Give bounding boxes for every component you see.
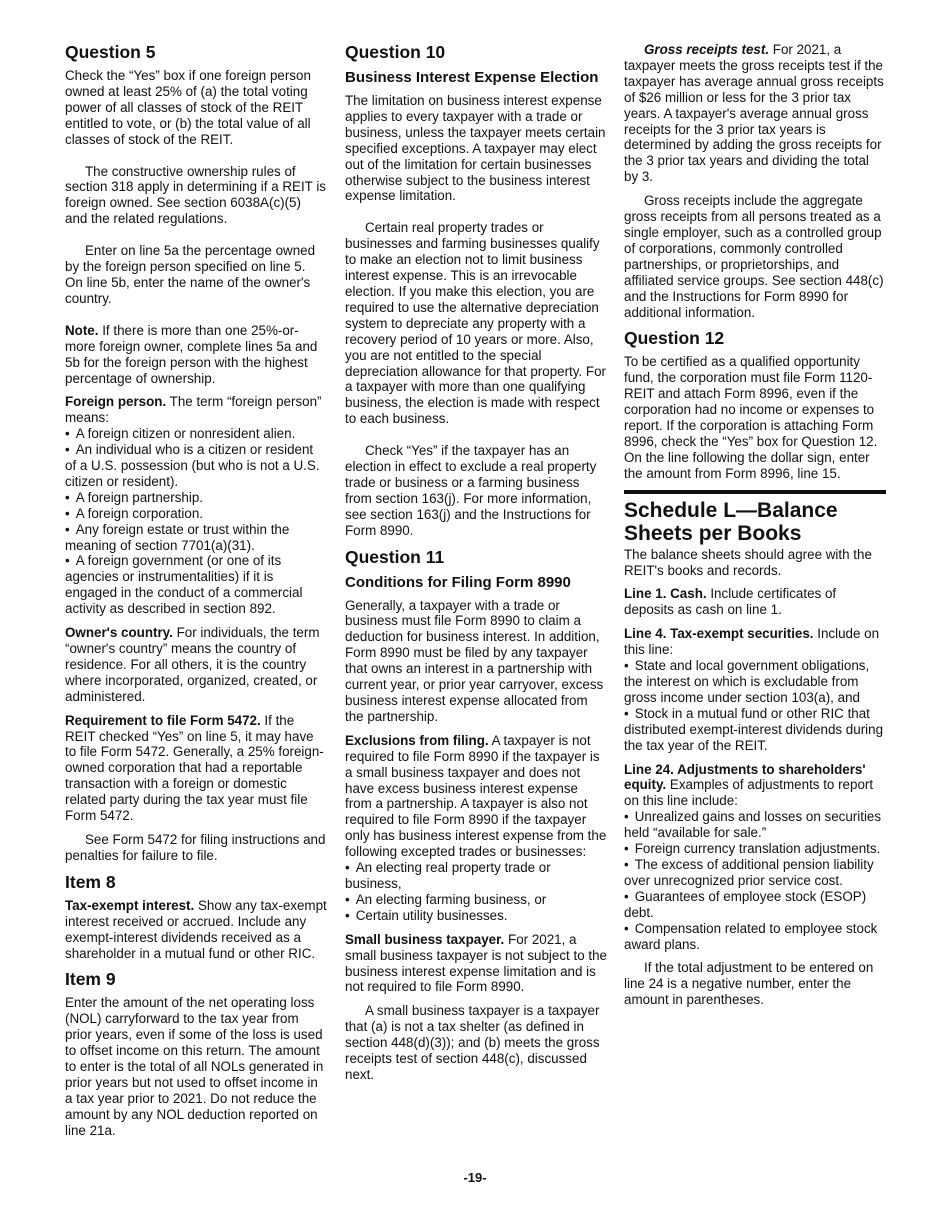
note-label: Note. — [65, 322, 99, 338]
q11-subheading: Conditions for Filing Form 8990 — [345, 573, 571, 591]
exclusions-paragraph — [345, 733, 607, 860]
q5-paragraph-1: Check the “Yes” box if one foreign person owned at least 25% of (a) the total voting power of all classes of stock of the REIT entitled to vote, or (b) the total value of all classes of stock of the REIT. — [65, 68, 311, 147]
q5-paragraph-3: Enter on line 5a the percentage owned by the foreign person specified on line 5. On line 5b, enter the name of the owner's country. — [65, 243, 316, 306]
tax-exempt-interest-text: Show any tax-exempt interest received or accrued. Include any exempt-interest dividends received as a shareholder in a mutual fund or other RIC. — [65, 897, 327, 961]
note-text: If there is more than one 25%-or-more foreign owner, complete lines 5a and 5b for the foreign person with the highest percentage of ownership. — [65, 322, 318, 386]
bullet-icon: • — [345, 907, 350, 923]
line-1-label: Line 1. Cash. — [624, 586, 707, 602]
list-item: • Any foreign estate or trust within the meaning of section 7701(a)(31). — [65, 521, 290, 553]
list-item: • State and local government obligations, the interest on which is excludable from gross income under section 103(a), and — [624, 658, 870, 705]
requirement-5472-paragraph — [65, 713, 327, 824]
list-item: • The excess of additional pension liability over unrecognized prior service cost. — [624, 856, 874, 888]
schedule-l-intro: The balance sheets should agree with the REIT's books and records. — [624, 546, 872, 578]
owners-country-label: Owner's country. — [65, 625, 173, 641]
list-item: • Certain utility businesses. — [345, 907, 508, 923]
schedule-l-heading: Schedule L—Balance Sheets per Books — [624, 490, 886, 545]
see-form-5472-paragraph: See Form 5472 for filing instructions and penalties for failure to file. — [65, 831, 326, 863]
bullet-icon: • — [65, 553, 70, 569]
line-24-list — [624, 809, 886, 952]
foreign-person-paragraph — [65, 394, 327, 426]
list-item: • Guarantees of employee stock (ESOP) debt. — [624, 888, 867, 920]
q5-paragraph-2: The constructive ownership rules of section 318 apply in determining if a REIT is foreign owned. See section 6038A(c)(5) and the related regulations. — [65, 163, 327, 227]
list-item: • A foreign citizen or nonresident alien. — [65, 426, 296, 442]
requirement-5472-text: If the REIT checked “Yes” on line 5, it may have to file Form 5472. Generally, a 25% foreign-owned corporation that had a reportable transaction with a foreign or domestic related party during the tax year must file Form 5472. — [65, 712, 324, 824]
line-24-paragraph-2: If the total adjustment to be entered on line 24 is a negative number, enter the amount in parentheses. — [624, 960, 874, 1008]
small-business-text: For 2021, a small business taxpayer is not subject to the business interest expense limitation and is not required to file Form 8990. — [345, 931, 607, 995]
exclusions-text: A taxpayer is not required to file Form 8990 if the taxpayer is a small business taxpayer and does not have excess business interest expense from a partnership. A taxpayer is also not required to file Form 8990 if the taxpayer only has business interest expense from the following excepted trades or businesses: — [345, 732, 607, 860]
item-9-heading: Item 9 — [65, 969, 116, 990]
bullet-icon: • — [624, 658, 629, 674]
bullet-icon: • — [624, 920, 629, 936]
list-item: • An individual who is a citizen or resident of a U.S. possession (but who is not a U.S. citizen or resident). — [65, 442, 320, 489]
small-business-paragraph — [345, 932, 607, 996]
bullet-icon: • — [65, 521, 70, 537]
line-4-list — [624, 658, 886, 753]
page-number: -19- — [463, 1170, 487, 1185]
line-1-text: Include certificates of deposits as cash on line 1. — [624, 586, 837, 618]
bullet-icon: • — [624, 841, 629, 857]
exclusions-label: Exclusions from filing. — [345, 732, 489, 748]
bullet-icon: • — [624, 705, 629, 721]
list-item: • An electing real property trade or business, — [345, 860, 551, 891]
q10-subheading: Business Interest Expense Election — [345, 69, 599, 86]
q10-paragraph-2: Certain real property trades or businesses and farming businesses qualify to make an election not to limit business interest expense. This is an irrevocable election. If you make this election, you are required to use the alternative depreciation system to depreciate any property with a recovery period of 10 years or more. Also, you are not entitled to the special depreciation allowance for that property. For a taxpayer with more than one qualifying business, the election is made with respect to each business. — [345, 220, 607, 427]
gross-receipts-label: Gross receipts test. — [644, 42, 770, 57]
gross-receipts-paragraph-2: Gross receipts include the aggregate gross receipts from all persons treated as a single employer, such as a controlled group of corporations, commonly controlled partnerships, or proprietorships, and affiliated service groups. See section 448(c) and the Instructions for Form 8990 for additional information. — [624, 193, 884, 320]
bullet-icon: • — [65, 489, 70, 505]
bullet-icon: • — [65, 426, 70, 442]
small-business-label: Small business taxpayer. — [345, 931, 505, 947]
list-item: • Foreign currency translation adjustments. — [624, 841, 881, 857]
owners-country-paragraph — [65, 625, 327, 705]
foreign-person-list — [65, 426, 327, 617]
bullet-icon: • — [65, 442, 70, 458]
line-1-paragraph — [624, 586, 886, 618]
foreign-person-label: Foreign person. — [65, 394, 167, 410]
line-4-paragraph — [624, 626, 886, 658]
column-3 — [624, 42, 886, 1016]
question-11-heading: Question 11 — [345, 546, 445, 567]
tax-exempt-interest-paragraph — [65, 898, 327, 962]
owners-country-text: For individuals, the term “owner's country” means the country of residence. For all others, it is the country where incorporated, organized, created, or administered. — [65, 625, 320, 704]
gross-receipts-paragraph — [624, 42, 886, 185]
list-item: • A foreign partnership. — [65, 489, 203, 505]
bullet-icon: • — [65, 505, 70, 521]
question-12-heading: Question 12 — [624, 328, 725, 349]
requirement-5472-label: Requirement to file Form 5472. — [65, 712, 261, 728]
exclusions-list — [345, 860, 607, 924]
question-5-heading: Question 5 — [65, 42, 156, 62]
bullet-icon: • — [624, 888, 629, 904]
column-2 — [345, 42, 607, 1091]
list-item: • Compensation related to employee stock award plans. — [624, 920, 878, 952]
question-10-heading: Question 10 — [345, 42, 446, 62]
list-item: • Stock in a mutual fund or other RIC that distributed exempt-interest dividends during the tax year of the REIT. — [624, 705, 884, 753]
gross-receipts-text: For 2021, a taxpayer meets the gross receipts test if the taxpayer has average annual gross receipts of $26 million or less for the 3 prior tax years. A taxpayer's average annual gross receipts for the 3 prior tax years is determined by adding the gross receipts for the 3 prior tax years and dividing the total by 3. — [624, 42, 884, 185]
tax-exempt-interest-label: Tax-exempt interest. — [65, 897, 195, 913]
line-24-label: Line 24. Adjustments to shareholders' equity. — [624, 761, 866, 793]
list-item: • A foreign government (or one of its agencies or instrumentalities) if it is engaged in the conduct of a commercial activity as described in section 892. — [65, 553, 303, 617]
bullet-icon: • — [624, 809, 629, 825]
line-24-paragraph — [624, 762, 886, 810]
bullet-icon: • — [624, 856, 629, 872]
line-4-text: Include on this line: — [624, 626, 880, 658]
line-4-label: Line 4. Tax-exempt securities. — [624, 626, 814, 642]
bullet-icon: • — [345, 860, 350, 876]
q11-paragraph-1: Generally, a taxpayer with a trade or business must file Form 8990 to claim a deduction for business interest. In addition, Form 8990 must be filed by any taxpayer that owns an interest in a partnership with current year, or prior year carryover, excess business interest expense allocated from the partnership. — [345, 597, 604, 724]
list-item: • Unrealized gains and losses on securities held “available for sale.” — [624, 809, 882, 841]
q10-paragraph-3: Check “Yes” if the taxpayer has an election in effect to exclude a real property trade or business or a farming business from section 163(j). For more information, see section 163(j) and the Instructions for Form 8990. — [345, 443, 597, 538]
line-24-text: Examples of adjustments to report on this line include: — [624, 777, 874, 809]
bullet-icon: • — [345, 891, 350, 907]
item-8-heading: Item 8 — [65, 871, 116, 892]
list-item: • An electing farming business, or — [345, 891, 547, 907]
small-business-paragraph-2: A small business taxpayer is a taxpayer that (a) is not a tax shelter (as defined in section 448(d)(3)); and (b) meets the gross receipts test of section 448(c), discussed next. — [345, 1003, 600, 1082]
foreign-person-text: The term “foreign person” means: — [65, 394, 322, 426]
list-item: • A foreign corporation. — [65, 505, 203, 521]
q10-paragraph-1: The limitation on business interest expense applies to every taxpayer with a trade or business, unless the taxpayer meets certain specified exceptions. A taxpayer may elect out of the limitation for certain businesses otherwise subject to the business interest expense limitation. — [345, 93, 606, 204]
column-1 — [65, 42, 327, 1147]
item-9-paragraph: Enter the amount of the net operating loss (NOL) carryforward to the tax year from prior years, even if some of the loss is used to offset income on this return. The amount to enter is the total of all NOLs generated in prior years but not used to offset income in a tax year prior to 2021. Do not reduce the amount by any NOL deduction reported on line 21a. — [65, 995, 324, 1138]
q12-paragraph: To be certified as a qualified opportunity fund, the corporation must file Form 1120-REIT and attach Form 8996, even if the corporation had no income or expenses to report. If the corporation is attaching Form 8996, check the “Yes” box for Question 12. On the line following the dollar sign, enter the amount from Form 8996, line 15. — [624, 354, 878, 481]
note-paragraph — [65, 323, 327, 387]
